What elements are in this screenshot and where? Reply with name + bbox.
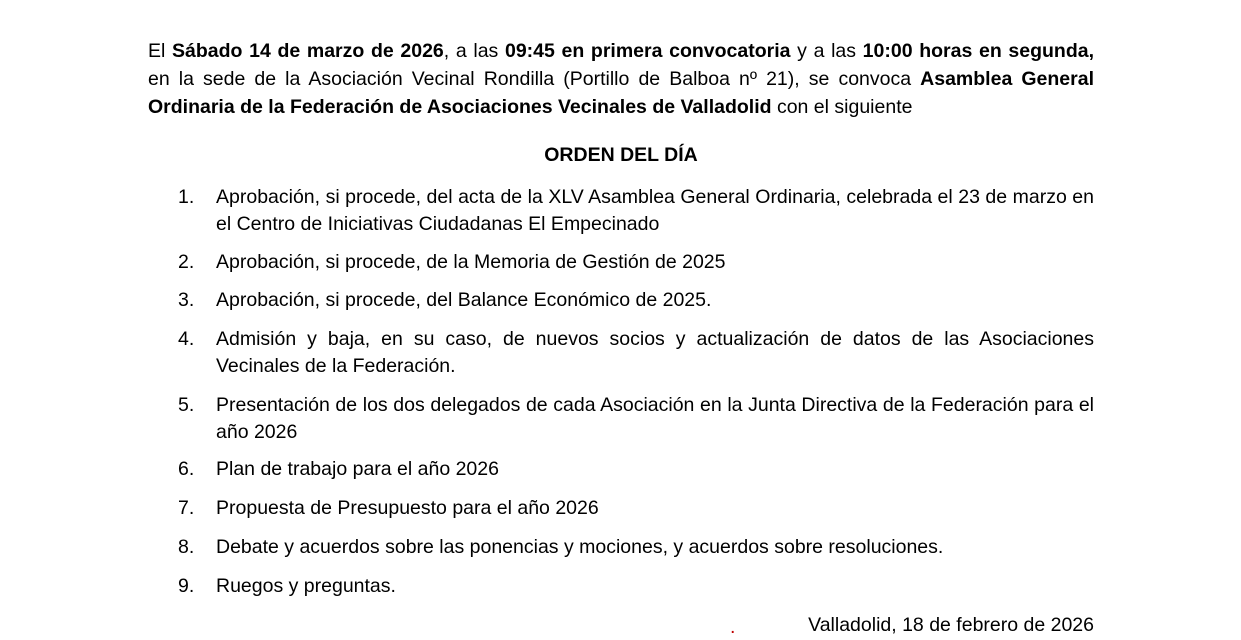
footer-dot: . [730, 616, 736, 638]
agenda-heading: ORDEN DEL DÍA [544, 144, 698, 166]
agenda-item-text: Aprobación, si procede, del acta de la XLV Asamblea General Ordinaria, celebrada el 23 de marzo en el Centro de Iniciativas Ciudadanas El Empecinado [216, 186, 1094, 235]
agenda-item-number: 2. [178, 251, 195, 273]
meeting-date: Sábado 14 de marzo de 2026 [172, 40, 444, 62]
intro-text-4: en la sede de la Asociación Vecinal Rondilla (Portillo de Balboa nº 21), se convoca [148, 68, 921, 90]
agenda-item-text: Aprobación, si procede, de la Memoria de Gestión de 2025 [216, 251, 726, 273]
intro-text-3: y a las [790, 40, 863, 62]
agenda-item-number: 6. [178, 458, 195, 480]
agenda-item-number: 8. [178, 536, 195, 558]
agenda-item-number: 1. [178, 186, 195, 208]
agenda-item-number: 9. [178, 575, 195, 597]
signature-date: Valladolid, 18 de febrero de 2026 [808, 614, 1094, 636]
agenda-item-text: Ruegos y preguntas. [216, 575, 396, 597]
first-call-time: 09:45 en primera convocatoria [504, 40, 791, 62]
agenda-item-text: Presentación de los dos delegados de cada Asociación en la Junta Directiva de la Federación para el año 2026 [216, 394, 1094, 443]
agenda-item-text: Debate y acuerdos sobre las ponencias y mociones, y acuerdos sobre resoluciones. [216, 536, 944, 558]
agenda-item-number: 3. [178, 289, 195, 311]
intro-text-2: , a las [443, 40, 505, 62]
agenda-item-text: Plan de trabajo para el año 2026 [216, 458, 499, 480]
agenda-item-number: 7. [178, 497, 195, 519]
intro-text-5: con el siguiente [771, 96, 913, 118]
agenda-item-text: Admisión y baja, en su caso, de nuevos socios y actualización de datos de las Asociaciones Vecinales de la Federación. [216, 328, 1094, 377]
agenda-item-text: Aprobación, si procede, del Balance Económico de 2025. [216, 289, 712, 311]
assembly-name: Asamblea General Ordinaria de la Federación de Asociaciones Vecinales de Valladolid [148, 68, 1094, 118]
agenda-item-number: 5. [178, 394, 195, 416]
intro-paragraph [148, 37, 1094, 121]
second-call-time: 10:00 horas en segunda, [862, 40, 1094, 62]
agenda-item-number: 4. [178, 328, 195, 350]
document-page [148, 0, 1094, 640]
agenda-item-text: Propuesta de Presupuesto para el año 2026 [216, 497, 599, 519]
intro-text-1: El [148, 40, 173, 62]
